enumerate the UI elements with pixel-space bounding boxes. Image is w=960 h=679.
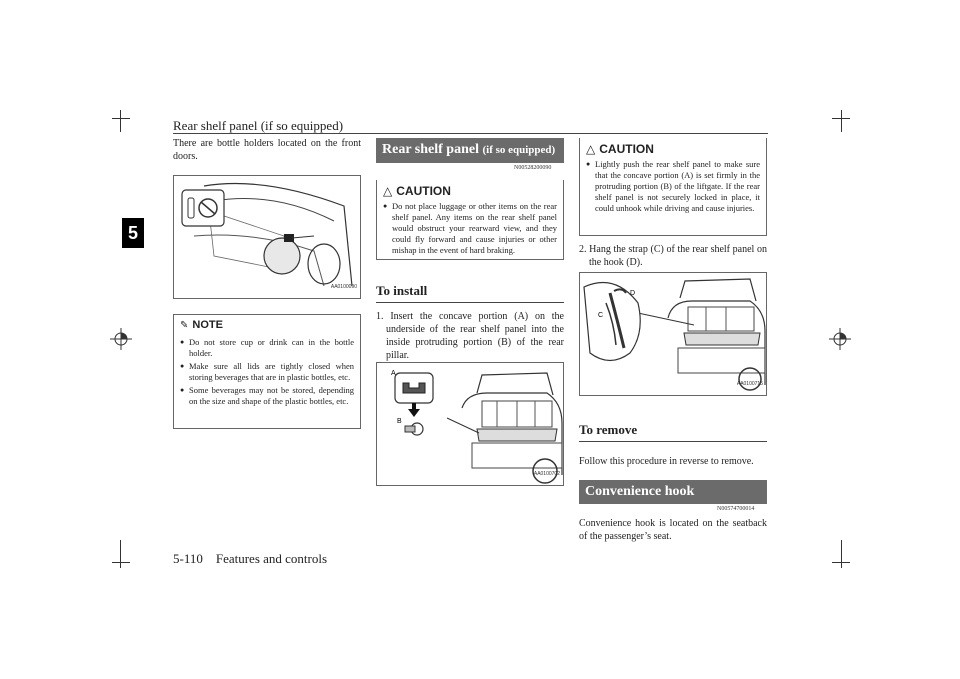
caution-header (586, 140, 760, 158)
hook-figure (579, 272, 767, 396)
note-label: NOTE (192, 319, 223, 331)
convenience-hook-text: Convenience hook is located on the seatback of the passenger’s seat. (579, 518, 767, 542)
warning-triangle-icon: △ (383, 184, 393, 198)
caution-text: ● Lightly push the rear shelf panel to make sure that the concave portion (A) is set firmly in the protruding portion (B) of the liftgate. If the rear shelf panel is not securely locked in place, it could unhook while driving and cause injuries. (586, 159, 760, 214)
page-header-title: Rear shelf panel (if so equipped) (173, 118, 344, 133)
caution-box-1 (376, 180, 564, 260)
caution-label: CAUTION (599, 142, 654, 156)
caution-box-2 (579, 138, 767, 236)
caution-text: ● Do not place luggage or other items on the rear shelf panel. Any items on the rear shelf panel would obstruct your rearward view, and they could fly forward and cause injuries or other mishap in the event of hard braking. (383, 201, 557, 256)
figure-label-b: B (397, 418, 402, 425)
crop-mark (120, 540, 121, 568)
header-rule (173, 133, 768, 134)
crop-mark (120, 110, 121, 132)
note-item: ● Some beverages may not be stored, depending on the size and shape of the plastic bottles, etc. (180, 385, 354, 407)
note-box (173, 314, 361, 429)
crop-mark (841, 540, 842, 568)
door-illustration (174, 176, 360, 298)
install-heading: To install (376, 283, 564, 303)
chapter-tab: 5 (122, 218, 144, 248)
caution-label: CAUTION (396, 184, 451, 198)
figure-label-c: C (598, 312, 604, 319)
remove-heading: To remove (579, 422, 767, 442)
figure-label-d: D (630, 290, 636, 297)
section-code: N00574700014 (717, 506, 755, 512)
bottle-holder-intro: There are bottle holders located on the front doors. (173, 138, 361, 162)
bottle-holder-figure (173, 175, 361, 299)
note-item: ● Make sure all lids are tightly closed when storing beverages that are in plastic bottles, etc. (180, 361, 354, 383)
figure-code: AA0100090 (330, 284, 357, 290)
crop-mark (841, 110, 842, 132)
section-title-rear-shelf (376, 138, 564, 163)
crop-mark (112, 562, 130, 563)
remove-text: Follow this procedure in reverse to remove. (579, 456, 754, 467)
install-figure (376, 362, 564, 486)
hang-step-2: 2. Hang the strap (C) of the rear shelf panel on the hook (D). (579, 244, 767, 268)
caution-header (383, 182, 557, 200)
crop-mark (832, 118, 850, 119)
note-item: ● Do not store cup or drink can in the bottle holder. (180, 337, 354, 359)
crop-mark (832, 562, 850, 563)
registration-mark (829, 328, 851, 350)
install-step-1: 1. Insert the concave portion (A) on the underside of the rear shelf panel into the inside protruding portion (B) of the rear pillar. (376, 311, 564, 361)
pencil-icon: ✎ (180, 320, 189, 331)
figure-code: AA0100702 (533, 471, 560, 477)
warning-triangle-icon: △ (586, 142, 596, 156)
figure-code: AA0100715 (736, 381, 763, 387)
crop-mark (112, 118, 130, 119)
rear-shelf-illustration (377, 363, 563, 485)
registration-mark (110, 328, 132, 350)
section-title-text: Rear shelf panel (382, 142, 479, 157)
figure-label-a: A (391, 370, 396, 377)
section-title-suffix: (if so equipped) (482, 144, 556, 156)
section-title-convenience-hook: Convenience hook (579, 480, 767, 504)
note-header (180, 315, 227, 333)
page-footer: 5-110 Features and controls (173, 551, 328, 566)
section-code: N00528200090 (514, 165, 552, 171)
strap-hook-illustration (580, 273, 766, 395)
